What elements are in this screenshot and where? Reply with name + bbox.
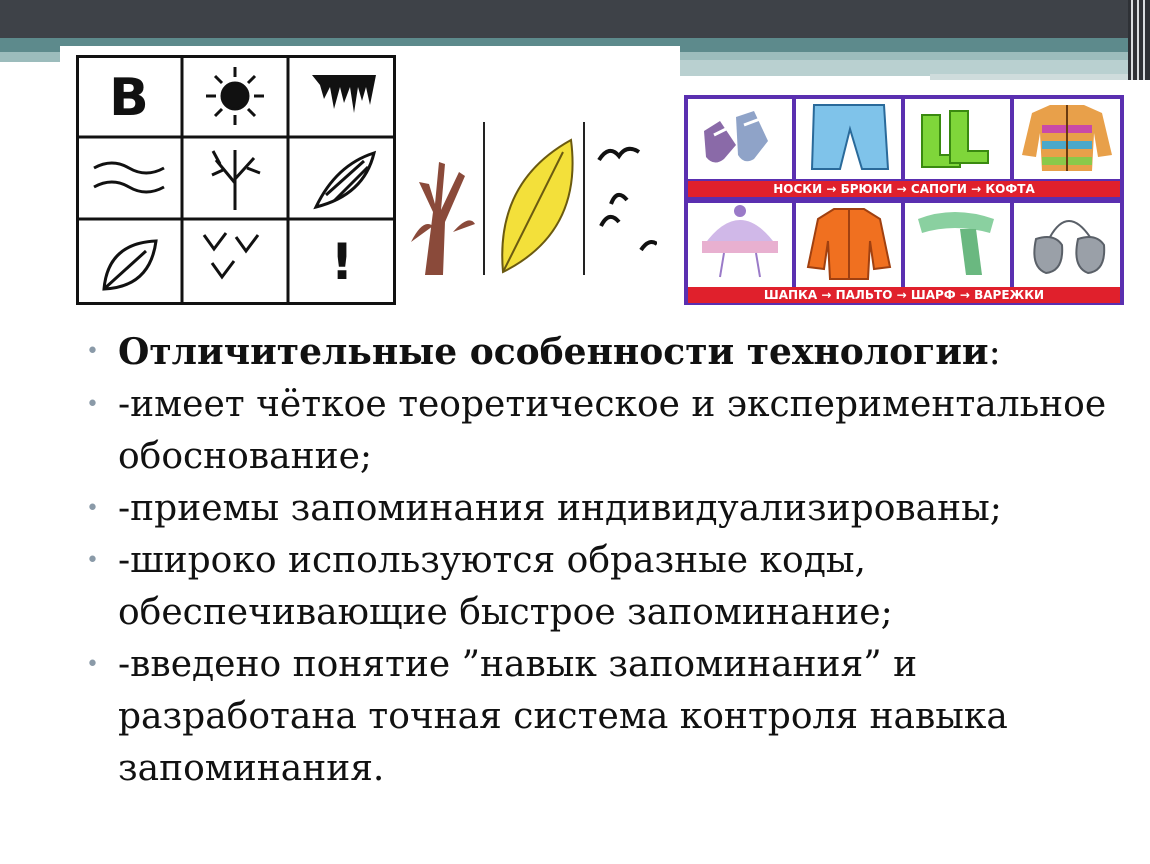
bullet-item — [86, 326, 1126, 379]
bullet-dot-icon: • — [86, 652, 99, 677]
label-trousers: БРЮКИ — [840, 182, 893, 196]
bullet-item — [86, 639, 1126, 795]
grid-letter-b: B — [109, 68, 149, 128]
arrow-icon: → — [896, 288, 907, 302]
arrow-icon: → — [826, 182, 837, 196]
clothes-grid — [684, 95, 1124, 305]
arrow-icon: → — [971, 182, 982, 196]
label-hat: ШАПКА — [763, 288, 818, 302]
label-socks: НОСКИ — [773, 182, 823, 196]
label-scarf: ШАРФ — [910, 288, 956, 302]
label-mittens: ВАРЕЖКИ — [974, 288, 1045, 302]
bullet-heading-colon: : — [988, 332, 1001, 373]
bullet-heading: Отличительные особенности технологии — [118, 331, 989, 373]
label-sweater: КОФТА — [985, 182, 1035, 196]
arrow-icon: → — [959, 288, 970, 302]
arrow-icon: → — [896, 182, 907, 196]
autumn-picture-strip — [403, 122, 657, 275]
top-bar — [0, 0, 1150, 40]
label-coat: ПАЛЬТО — [835, 288, 893, 302]
bullet-text: -приемы запоминания индивидуализированы; — [118, 488, 1002, 529]
bullet-dot-icon: • — [86, 496, 99, 521]
bullet-dot-icon: • — [86, 339, 99, 364]
bullet-dot-icon: • — [86, 392, 99, 417]
clothes-label-row — [688, 181, 1120, 197]
bullet-item — [86, 483, 1126, 535]
arrow-icon: → — [821, 288, 832, 302]
exclamation-mark: ! — [330, 233, 354, 291]
bullet-text: -имеет чёткое теоретическое и экспериментальное обоснование; — [118, 384, 1107, 477]
bullet-text: -введено понятие ”навык запоминания” и разработана точная система контроля навыка запоминания. — [118, 644, 1008, 789]
decor-lines — [1128, 0, 1150, 80]
label-boots: САПОГИ — [910, 182, 967, 196]
bullet-dot-icon: • — [86, 548, 99, 573]
bullet-list — [86, 326, 1126, 795]
clothes-label-row — [688, 287, 1120, 303]
bullet-text: -широко используются образные коды, обеспечивающие быстрое запоминание; — [118, 540, 893, 633]
decor-stripe — [930, 74, 1130, 80]
mnemonic-grid — [76, 55, 396, 305]
coat-icon — [808, 209, 890, 279]
bullet-item — [86, 535, 1126, 639]
bullet-item — [86, 379, 1126, 483]
